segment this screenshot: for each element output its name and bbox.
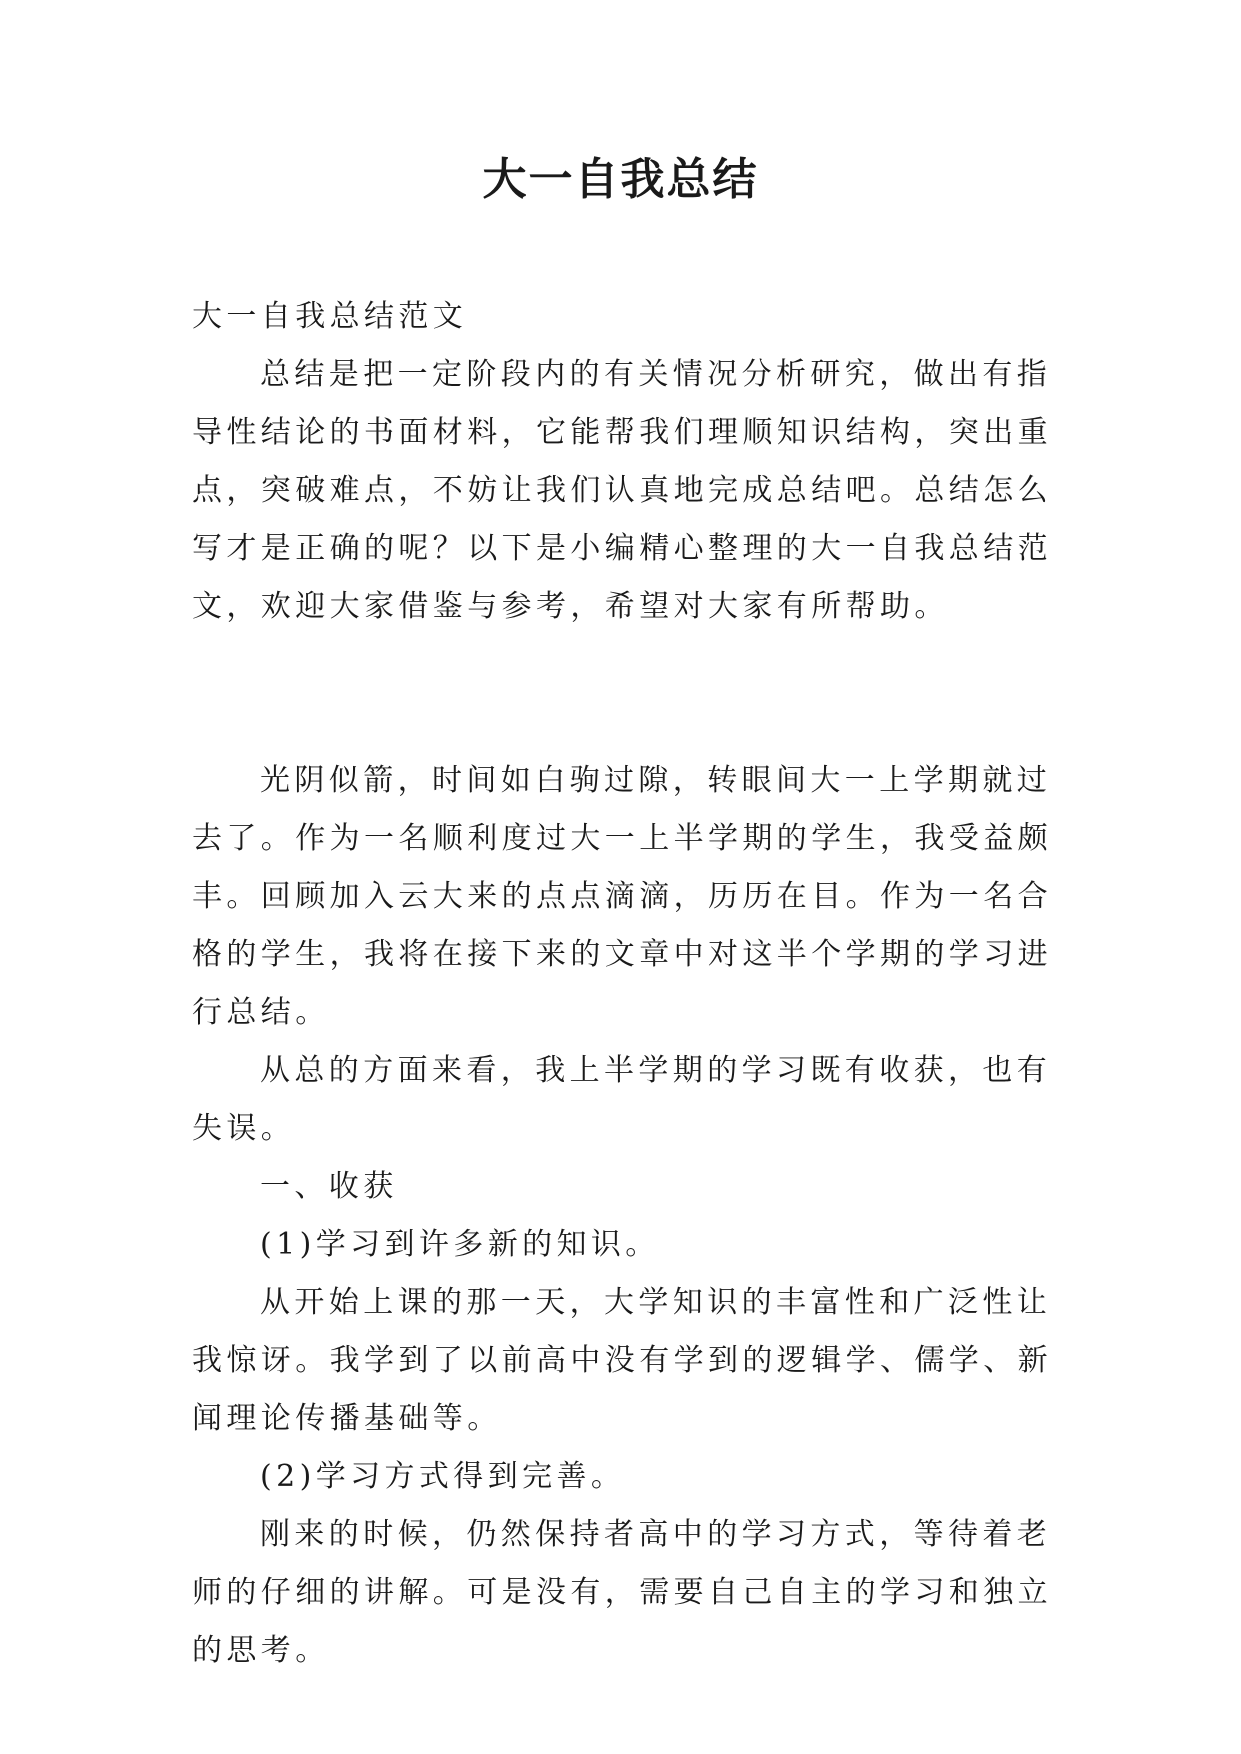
subheading-1: (1)学习到许多新的知识。: [260, 1227, 660, 1262]
document-body: [192, 288, 1072, 1680]
intro-paragraph: 总结是把一定阶段内的有关情况分析研究，做出有指导性结论的书面材料，它能帮我们理顺知识结构，突出重点，突破难点，不妨让我们认真地完成总结吧。总结怎么写才是正确的呢？以下是小编精心整理的大一自我总结范文，欢迎大家借鉴与参考，希望对大家有所帮助。: [192, 357, 1052, 624]
paragraph-2: 从总的方面来看，我上半学期的学习既有收获，也有失误。: [192, 1053, 1052, 1146]
paragraph-1: 光阴似箭，时间如白驹过隙，转眼间大一上学期就过去了。作为一名顺利度过大一上半学期的学生，我受益颇丰。回顾加入云大来的点点滴滴，历历在目。作为一名合格的学生，我将在接下来的文章中对这半个学期的学习进行总结。: [192, 763, 1052, 1030]
document-title: 大一自我总结: [482, 154, 759, 205]
section-heading-harvest: 一、收获: [260, 1169, 398, 1204]
paragraph-3: 从开始上课的那一天，大学知识的丰富性和广泛性让我惊讶。我学到了以前高中没有学到的逻辑学、儒学、新闻理论传播基础等。: [192, 1285, 1052, 1436]
paragraph-4: 刚来的时候，仍然保持者高中的学习方式，等待着老师的仔细的讲解。可是没有，需要自己自主的学习和独立的思考。: [192, 1517, 1052, 1668]
document-subtitle: 大一自我总结范文: [192, 299, 468, 334]
blank-spacer: [192, 636, 1072, 752]
subheading-2: (2)学习方式得到完善。: [260, 1459, 626, 1494]
